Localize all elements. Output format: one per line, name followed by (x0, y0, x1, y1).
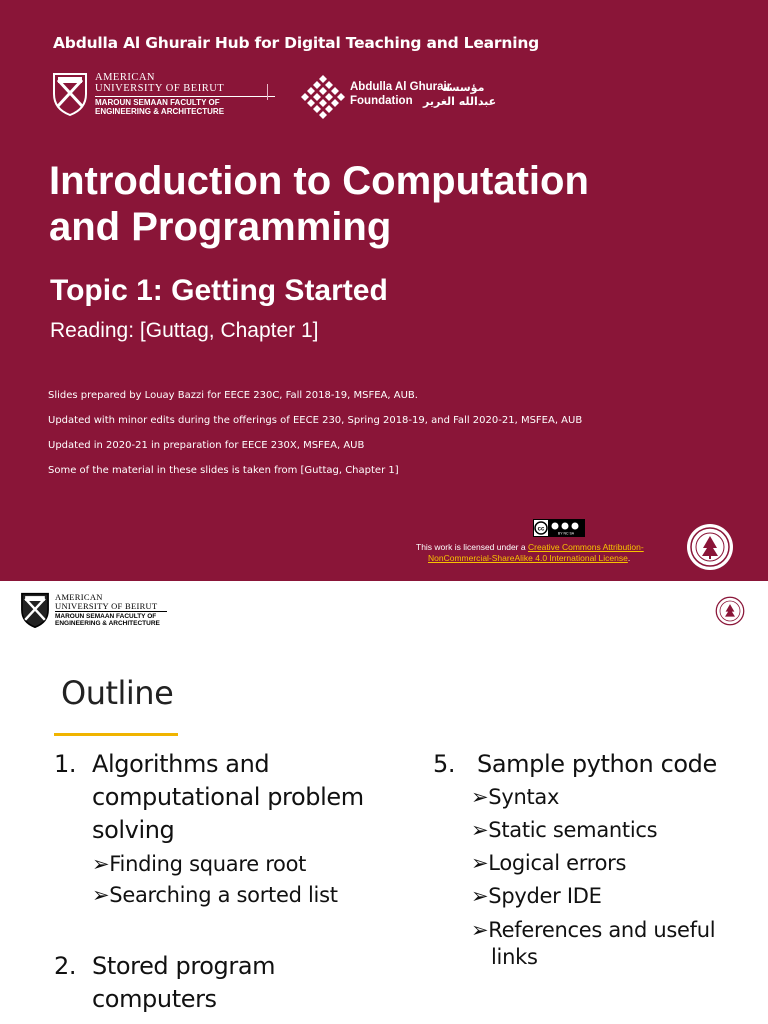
aub-logo-line2: UNIVERSITY OF BEIRUT (95, 83, 225, 94)
item-number: 2. (54, 952, 77, 980)
aub-crest-icon (20, 592, 50, 628)
aub-logo-rule (55, 611, 167, 612)
arrow-bullet-icon: ➢ (92, 883, 110, 907)
slide-title (49, 158, 749, 250)
aub-logo-small (20, 592, 190, 632)
aub-logo (52, 72, 242, 118)
hub-title: Abdulla Al Ghurair Hub for Digital Teaching and Learning (53, 34, 540, 52)
arrow-bullet-icon: ➢ (471, 918, 489, 942)
credit-line: Slides prepared by Louay Bazzi for EECE 230C, Fall 2018-19, MSFEA, AUB. (48, 390, 418, 401)
outline-left-column (54, 748, 394, 1024)
sub-item (471, 785, 559, 809)
sub-item (471, 884, 602, 908)
reading-reference: Reading: [Guttag, Chapter 1] (50, 319, 319, 342)
sub-item-text: References and useful (488, 918, 716, 942)
foundation-name-en: Abdulla Al Ghurair (350, 81, 452, 93)
license-notice (416, 542, 644, 563)
arrow-bullet-icon: ➢ (471, 851, 489, 875)
sub-item-continuation: links (491, 945, 538, 969)
outline-heading: Outline (61, 674, 174, 712)
item-number: 5. (433, 750, 456, 778)
credits-list (48, 390, 582, 490)
aub-logo-line4: ENGINEERING & ARCHITECTURE (95, 107, 225, 116)
sub-item-text: Searching a sorted list (109, 883, 338, 907)
cc-icon (534, 520, 584, 536)
sub-item (471, 851, 626, 875)
credit-line: Some of the material in these slides is taken from [Guttag, Chapter 1] (48, 465, 399, 476)
license-link-cont[interactable]: NonCommercial-ShareAlike 4.0 International License (428, 553, 628, 563)
aub-logo-line3: MAROUN SEMAAN FACULTY OF (55, 613, 157, 620)
arrow-bullet-icon: ➢ (471, 884, 489, 908)
aub-crest-icon (52, 72, 88, 116)
item-text: Sample python code (477, 750, 717, 778)
credit-line: Updated in 2020-21 in preparation for EECE 230X, MSFEA, AUB (48, 440, 365, 451)
slide-title-line2: and Programming (49, 205, 392, 249)
svg-text:cc: cc (537, 526, 545, 533)
aub-seal-icon (686, 523, 734, 571)
sub-item-text: Spyder IDE (488, 884, 602, 908)
aub-logo-line2: UNIVERSITY OF BEIRUT (55, 601, 158, 611)
sub-item (92, 883, 338, 907)
cc-badge-text: BY NC SA (557, 531, 575, 536)
foundation-name-ar: مؤسسة (442, 81, 485, 94)
item-text: Algorithms and (92, 750, 270, 778)
item-number: 1. (54, 750, 77, 778)
heading-accent-bar (54, 733, 178, 736)
item-text: Stored program (92, 952, 276, 980)
outline-right-column (433, 748, 763, 1024)
aub-logo-line1: AMERICAN (55, 592, 103, 602)
sub-item-text: Static semantics (488, 818, 658, 842)
sub-item-text: Syntax (488, 785, 560, 809)
arrow-bullet-icon: ➢ (92, 852, 110, 876)
license-prefix: This work is licensed under a (416, 542, 528, 552)
logo-separator (267, 84, 268, 100)
aub-seal-icon (715, 596, 745, 626)
sub-item-text: Finding square root (109, 852, 307, 876)
slide-title-line1: Introduction to Computation (49, 159, 589, 203)
aub-logo-line3: MAROUN SEMAAN FACULTY OF (95, 98, 220, 107)
item-text: computers (92, 985, 217, 1013)
ghurair-foundation-icon (298, 73, 348, 119)
foundation-label-en: Foundation (350, 95, 413, 107)
credit-line: Updated with minor edits during the offerings of EECE 230, Spring 2018-19, and Fall 2020-21, MSFEA, AUB (48, 415, 583, 426)
aub-logo-line4: ENGINEERING & ARCHITECTURE (55, 620, 160, 627)
item-text: solving (92, 816, 175, 844)
arrow-bullet-icon: ➢ (471, 818, 489, 842)
slide-subtitle: Topic 1: Getting Started (50, 274, 388, 307)
foundation-label-ar: عبدالله الغرير (423, 95, 497, 108)
sub-item-text: Logical errors (488, 851, 627, 875)
aub-logo-line1: AMERICAN (95, 72, 156, 83)
cc-license-badge[interactable] (533, 519, 585, 537)
aub-logo-rule (95, 96, 275, 97)
sub-item (471, 818, 657, 842)
license-suffix: . (627, 553, 631, 563)
arrow-bullet-icon: ➢ (471, 785, 489, 809)
sub-item (92, 852, 306, 876)
license-link[interactable]: Creative Commons Attribution- (527, 542, 644, 552)
item-text: computational problem (92, 783, 364, 811)
sub-item (471, 918, 715, 942)
